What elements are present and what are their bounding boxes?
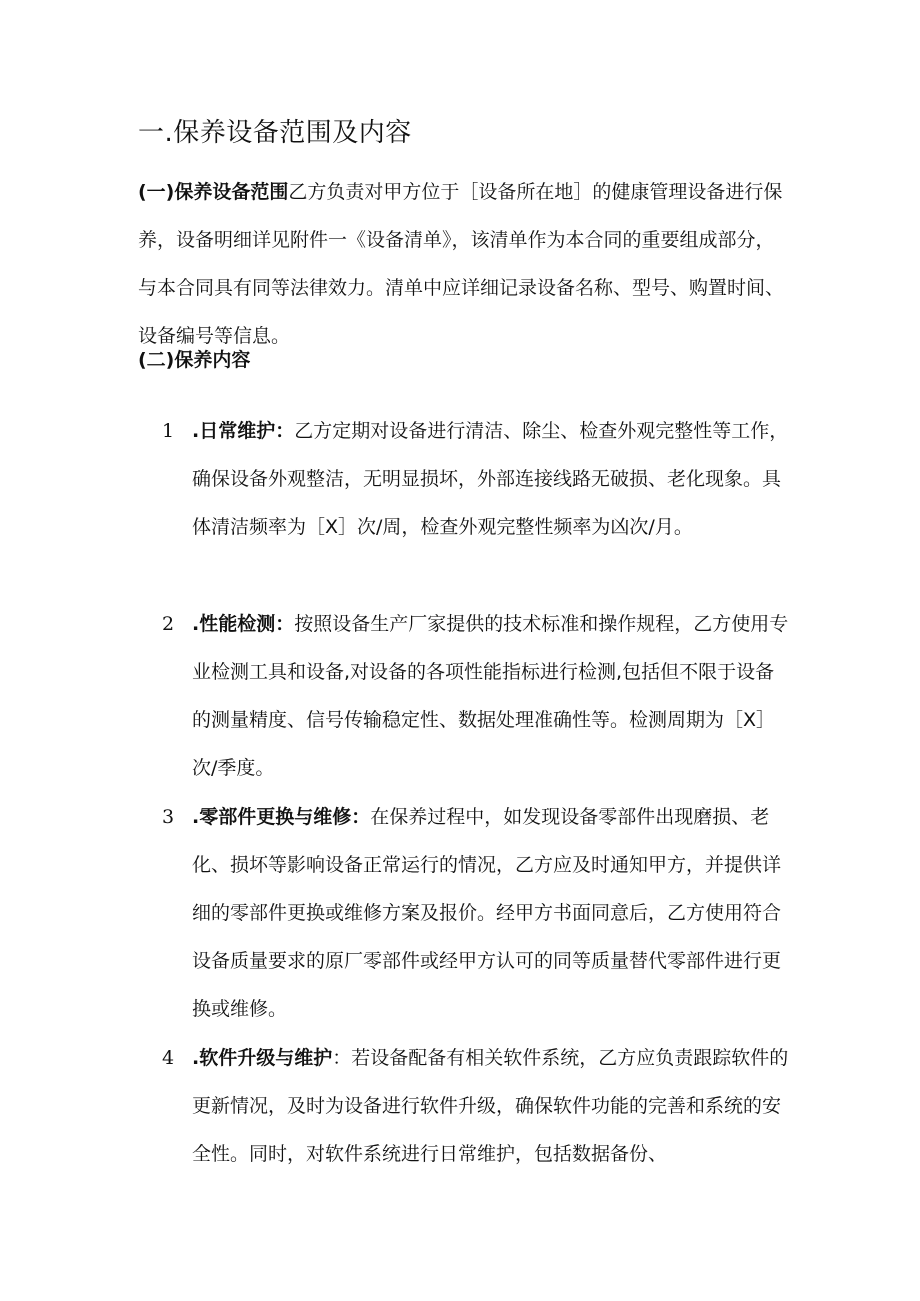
item-term: .性能检测： — [192, 613, 295, 635]
item-text: 在保养过程中，如发现设备零部件出现磨损、老化、损坏等影响设备正常运行的情况，乙方应及时通知甲方，并提供详细的零部件更换或维修方案及报价。经甲方书面同意后，乙方使用符合设备质量要求的原厂零部件或经甲方认可的同等质量替代零部件进行更换或维修。 — [192, 806, 782, 1020]
list-item-performance-testing — [162, 600, 792, 792]
item-term: .零部件更换与维修： — [192, 806, 371, 828]
list-item-software-upgrade — [162, 1034, 792, 1178]
item-body — [192, 407, 792, 551]
scope-heading: (一)保养设备范围 — [138, 181, 289, 203]
content-heading: (二)保养内容 — [138, 349, 251, 371]
item-number: 4 — [162, 1047, 175, 1069]
list-item-parts-replacement — [162, 793, 792, 1033]
list-item-daily-maintenance — [162, 407, 792, 551]
item-number: 2 — [162, 613, 175, 635]
item-body — [192, 600, 792, 792]
item-text: ：若设备配备有相关软件系统，乙方应负责跟踪软件的更新情况，及时为设备进行软件升级，确保软件功能的完善和系统的安全性。同时，对软件系统进行日常维护，包括数据备份、 — [192, 1047, 789, 1165]
scope-text: 乙方负责对甲方位于［设备所在地］的健康管理设备进行保养，设备明细详见附件一《设备清单》，该清单作为本合同的重要组成部分，与本合同具有同等法律效力。清单中应详细记录设备名称、型号、购置时间、设备编号等信息。 — [138, 181, 785, 347]
item-term: .软件升级与维护 — [192, 1047, 333, 1069]
item-text: 按照设备生产厂家提供的技术标准和操作规程，乙方使用专业检测工具和设备,对设备的各项性能指标进行检测,包括但不限于设备的测量精度、信号传输稳定性、数据处理准确性等。检测周期为［X］次/季度。 — [192, 613, 789, 779]
item-term: .日常维护： — [192, 420, 295, 442]
item-body — [192, 793, 792, 1033]
item-text: 乙方定期对设备进行清洁、除尘、检查外观完整性等工作，确保设备外观整洁，无明显损坏，外部连接线路无破损、老化现象。具体清洁频率为［X］次/周，检查外观完整性频率为凶次/月。 — [192, 420, 789, 538]
section-title: 一.保养设备范围及内容 — [138, 118, 412, 148]
scope-paragraph — [138, 168, 788, 360]
item-number: 1 — [162, 420, 175, 442]
item-body — [192, 1034, 792, 1178]
item-number: 3 — [162, 806, 175, 828]
